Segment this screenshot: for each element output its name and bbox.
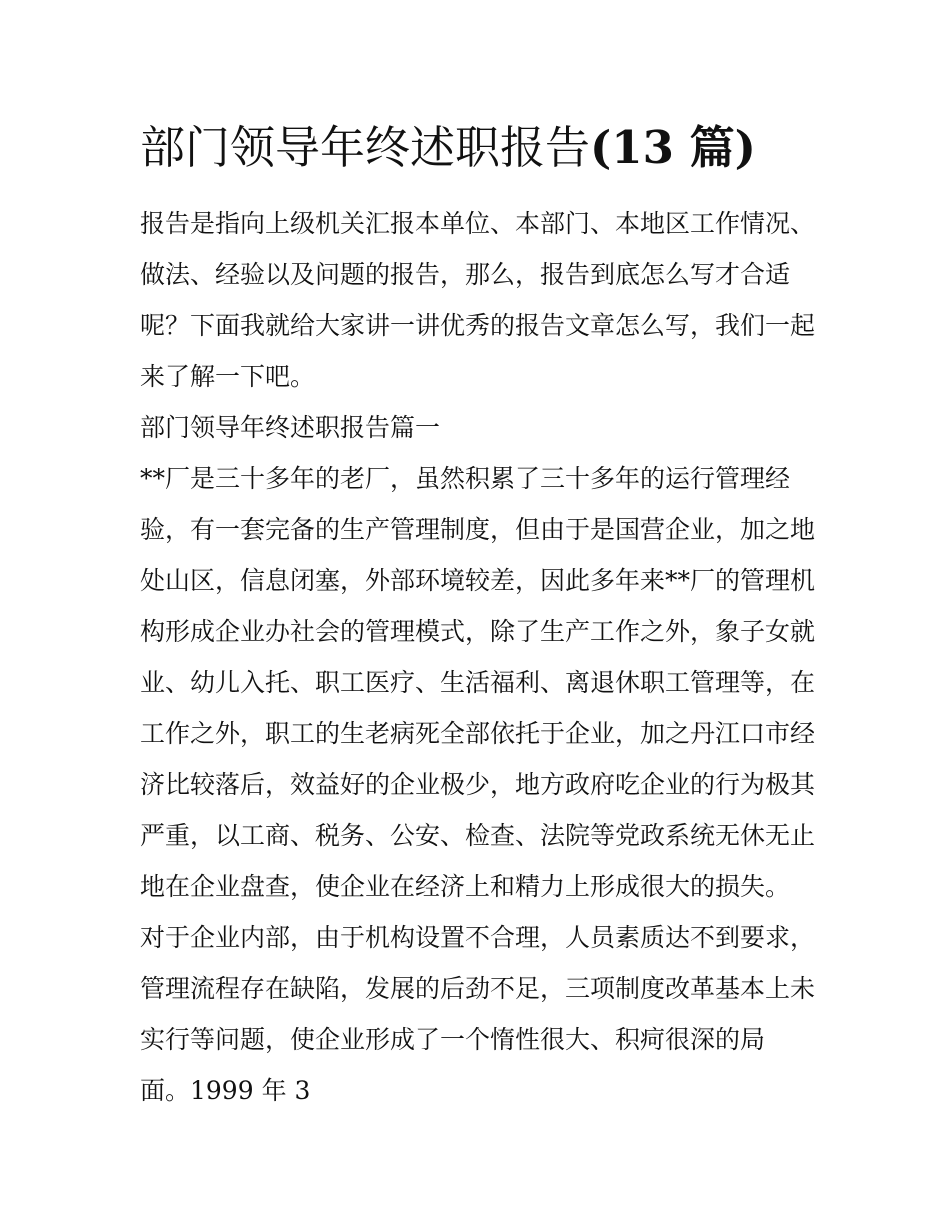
text-line: 报告是指向上级机关汇报本单位、本部门、本地区工作情况、 xyxy=(140,209,816,238)
text-line: 做法、经验以及问题的报告，那么，报告到底怎么写才合适 xyxy=(140,260,791,289)
title-suffix: (13 篇) xyxy=(590,121,756,174)
document-body xyxy=(140,198,820,1116)
text-line: 业、幼儿入托、职工医疗、生活福利、离退休职工管理等，在 xyxy=(140,668,816,697)
intro-paragraph xyxy=(140,198,820,402)
text-line: 严重，以工商、税务、公安、检查、法院等党政系统无休无止 xyxy=(140,821,816,850)
text-line: 对于企业内部，由于机构设置不合理，人员素质达不到要求， xyxy=(140,923,816,952)
text-line: 构形成企业办社会的管理模式，除了生产工作之外，象子女就 xyxy=(140,617,816,646)
text-line: 来了解一下吧。 xyxy=(140,362,316,391)
page-title xyxy=(140,118,820,178)
text-line: 呢？下面我就给大家讲一讲优秀的报告文章怎么写，我们一起 xyxy=(140,311,816,340)
body-paragraph-2 xyxy=(140,912,820,1116)
text-line: **厂是三十多年的老厂，虽然积累了三十多年的运行管理经 xyxy=(140,464,791,493)
text-line: 济比较落后，效益好的企业极少，地方政府吃企业的行为极其 xyxy=(140,770,816,799)
text-line: 实行等问题，使企业形成了一个惰性很大、积疴很深的局 xyxy=(140,1025,766,1054)
section-heading: 部门领导年终述职报告篇一 xyxy=(140,413,441,442)
text-line: 管理流程存在缺陷，发展的后劲不足，三项制度改革基本上未 xyxy=(140,974,816,1003)
body-paragraph-1 xyxy=(140,453,820,912)
text-line: 地在企业盘查，使企业在经济上和精力上形成很大的损失。 xyxy=(140,872,791,901)
text-line: 工作之外，职工的生老病死全部依托于企业，加之丹江口市经 xyxy=(140,719,816,748)
text-line: 面。1999 年 3 xyxy=(140,1076,311,1105)
text-line: 验，有一套完备的生产管理制度，但由于是国营企业，加之地 xyxy=(140,515,816,544)
text-line: 处山区，信息闭塞，外部环境较差，因此多年来**厂的管理机 xyxy=(140,566,816,595)
title-text: 部门领导年终述职报告 xyxy=(140,121,591,174)
